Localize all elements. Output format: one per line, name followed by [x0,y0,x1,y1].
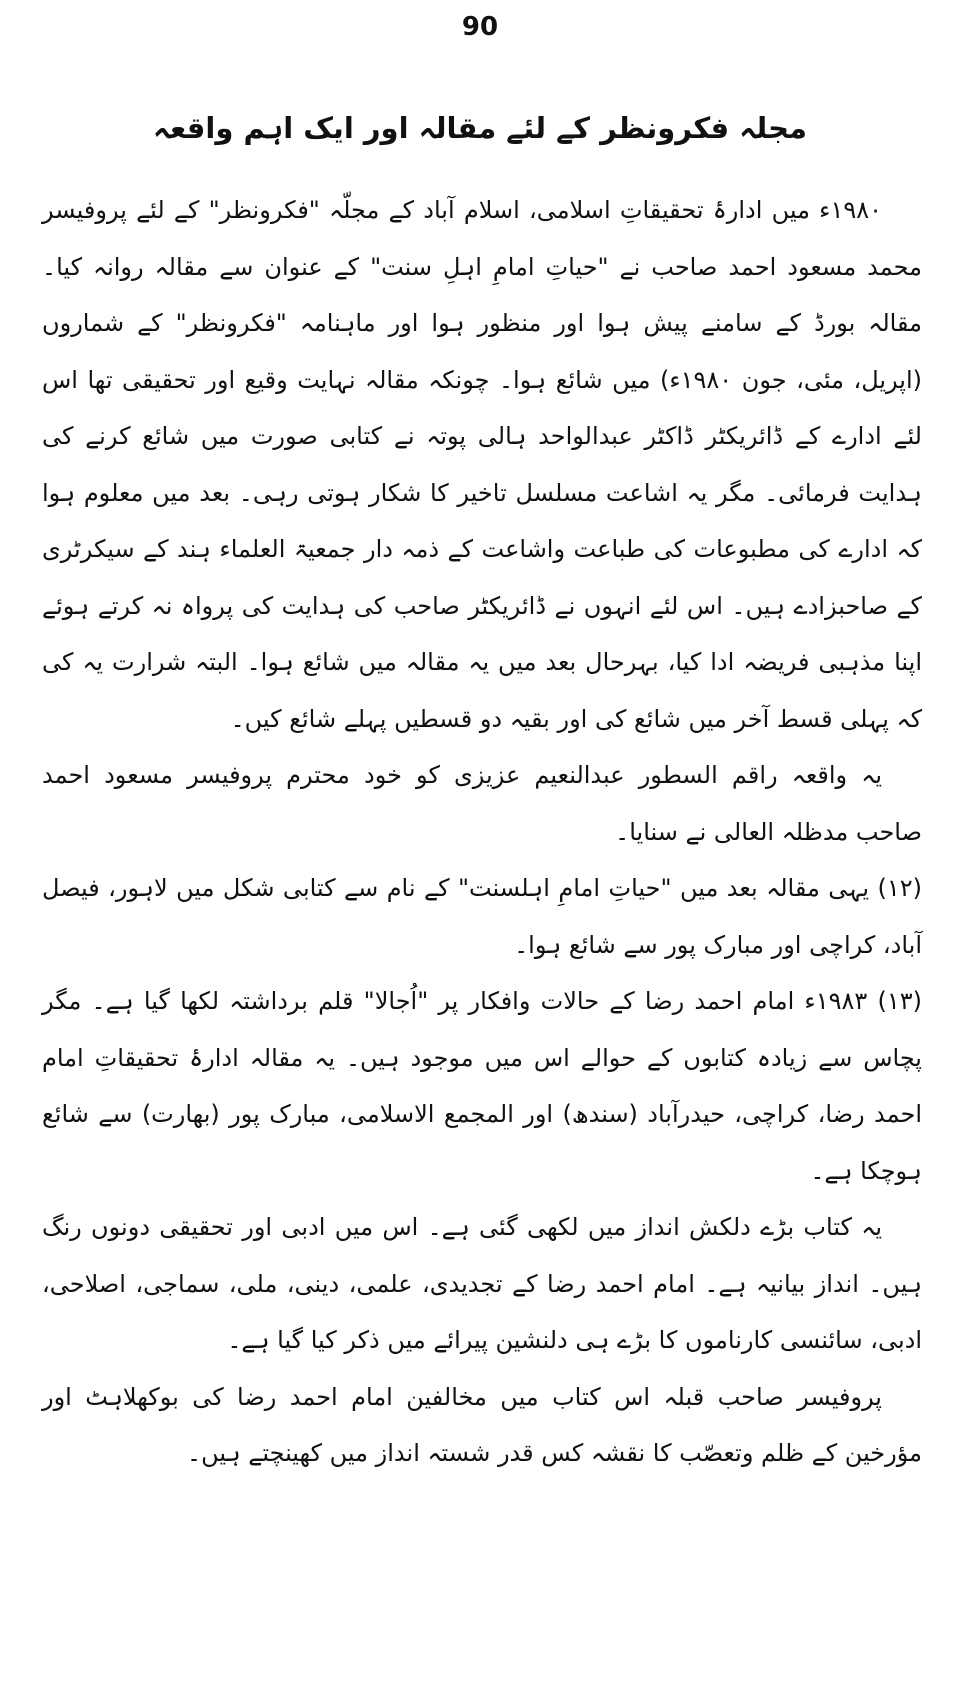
paragraph-fikr-o-nazar: ۱۹۸۰ء میں ادارۂ تحقیقاتِ اسلامی، اسلام آباد کے مجلّہ "فکرونظر" کے لئے پروفیسر محمد مسعود احمد صاحب نے "حیاتِ امامِ اہلِ سنت" کے عنوان سے مقالہ روانہ کیا۔ مقالہ بورڈ کے سامنے پیش ہوا اور منظور ہوا اور ماہنامہ "فکرونظر" کے شماروں (اپریل، مئی، جون ۱۹۸۰ء) میں شائع ہوا۔ چونکہ مقالہ نہایت وقیع اور تحقیقی تھا اس لئے ادارے کے ڈائریکٹر ڈاکٹر عبدالواحد ہالی پوتہ نے کتابی صورت میں شائع کرنے کی ہدایت فرمائی۔ مگر یہ اشاعت مسلسل تاخیر کا شکار ہوتی رہی۔ بعد میں معلوم ہوا کہ ادارے کی مطبوعات کی طباعت واشاعت کے ذمہ دار جمعیۃ العلماء ہند کے سیکرٹری کے صاحبزادے ہیں۔ اس لئے انہوں نے ڈائریکٹر صاحب کی ہدایت کی پرواہ نہ کرتے ہوئے اپنا مذہبی فریضہ ادا کیا، بہرحال بعد میں یہ مقالہ میں شائع ہوا۔ البتہ شرارت یہ کی کہ پہلی قسط آخر میں شائع کی اور بقیہ دو قسطیں پہلے شائع کیں۔ [42,196,922,733]
body-text [42,182,922,1482]
paragraph-professor: پروفیسر صاحب قبلہ اس کتاب میں مخالفین امام احمد رضا کی بوکھلاہٹ اور مؤرخین کے ظلم وتعصّب کا نقشہ کس قدر شستہ انداز میں کھینچتے ہیں۔ [42,1382,922,1467]
page-number: 90 [461,12,499,42]
paragraph-item-12: (۱۲) یہی مقالہ بعد میں "حیاتِ امامِ اہلسنت" کے نام سے کتابی شکل میں لاہور، فیصل آباد، کراچی اور مبارک پور سے شائع ہوا۔ [42,874,922,959]
paragraph-item-13: (۱۳) ۱۹۸۳ء امام احمد رضا کے حالات وافکار پر "اُجالا" قلم برداشتہ لکھا گیا ہے۔ مگر پچاس سے زیادہ کتابوں کے حوالے اس میں موجود ہیں۔ یہ مقالہ ادارۂ تحقیقاتِ امام احمد رضا، کراچی، حیدرآباد (سندھ) اور المجمع الاسلامی، مبارک پور (بھارت) سے شائع ہوچکا ہے۔ [42,987,922,1185]
paragraph-book-style: یہ کتاب بڑے دلکش انداز میں لکھی گئی ہے۔ اس میں ادبی اور تحقیقی دونوں رنگ ہیں۔ انداز بیانیہ ہے۔ امام احمد رضا کے تجدیدی، علمی، دینی، ملی، سماجی، اصلاحی، ادبی، سائنسی کارناموں کا بڑے ہی دلنشین پیرائے میں ذکر کیا گیا ہے۔ [42,1213,923,1354]
section-title: مجلہ فکرونظر کے لئے مقالہ اور ایک اہم واقعہ [153,111,807,145]
paragraph-narration: یہ واقعہ راقم السطور عبدالنعیم عزیزی کو خود محترم پروفیسر مسعود احمد صاحب مدظلہ العالی نے سنایا۔ [42,761,922,846]
